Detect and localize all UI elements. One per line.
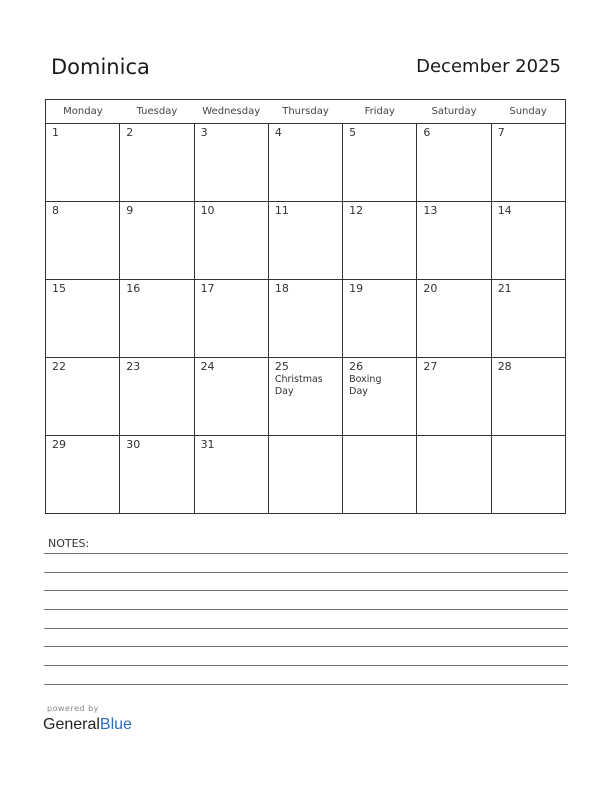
week-row [46,436,566,514]
day-cell [120,124,194,202]
weekday-header: Thursday [268,100,342,124]
day-cell [120,202,194,280]
day-number: 6 [423,126,431,139]
day-cell [417,202,491,280]
day-cell [46,280,120,358]
day-cell [46,436,120,514]
notes-line [44,646,568,647]
day-cell [491,436,565,514]
month-title: December 2025 [416,56,561,77]
day-number: 20 [423,282,438,295]
day-cell [268,124,342,202]
day-number: 31 [200,438,215,451]
brand-general: General [43,716,100,733]
day-cell [120,280,194,358]
day-number: 15 [52,282,66,295]
day-number: 18 [274,282,289,295]
holiday-label: Christmas Day [274,374,323,397]
day-number: 26 [349,360,364,373]
calendar-grid [45,99,566,514]
country-title: Dominica [51,55,150,79]
day-cell [268,280,342,358]
day-number: 27 [423,360,438,373]
day-number: 30 [126,438,141,451]
day-cell [343,202,417,280]
day-number: 1 [52,126,59,139]
day-number: 11 [274,204,289,217]
day-cell [343,436,417,514]
day-cell [343,124,417,202]
weekday-header: Monday [46,100,120,124]
notes-line [44,684,568,685]
day-number: 21 [497,282,512,295]
weekday-header: Wednesday [194,100,268,124]
day-cell [194,280,268,358]
day-cell [268,358,342,436]
day-cell [46,202,120,280]
weekday-header: Sunday [491,100,565,124]
powered-by-text: powered by [47,704,99,713]
day-number: 10 [200,204,215,217]
day-number: 3 [200,126,208,139]
weekday-header: Saturday [417,100,491,124]
week-row [46,280,566,358]
day-number: 17 [200,282,215,295]
notes-line [44,628,568,629]
day-cell [491,202,565,280]
weekday-header: Friday [343,100,417,124]
notes-line [44,609,568,610]
day-cell [343,280,417,358]
day-number: 9 [126,204,134,217]
day-cell [417,436,491,514]
week-row [46,358,566,436]
weekday-header-row [46,100,566,124]
day-number: 5 [349,126,357,139]
day-number: 23 [126,360,141,373]
day-cell [491,358,565,436]
brand-blue: Blue [99,716,132,733]
day-cell [417,358,491,436]
day-number: 7 [497,126,505,139]
notes-label: NOTES: [48,537,90,550]
day-cell [194,358,268,436]
day-number: 12 [349,204,364,217]
day-cell [120,436,194,514]
day-cell [46,358,120,436]
generalblue-logo [43,716,132,734]
day-cell [491,124,565,202]
day-number: 8 [52,204,59,217]
day-number: 4 [274,126,282,139]
notes-line [44,665,568,666]
day-cell [46,124,120,202]
day-number: 24 [200,360,215,373]
week-row [46,124,566,202]
weekday-header: Tuesday [120,100,194,124]
day-cell [194,202,268,280]
day-number: 14 [497,204,512,217]
day-number: 28 [497,360,512,373]
notes-line [44,590,568,591]
day-number: 13 [423,204,438,217]
day-number: 2 [126,126,134,139]
day-number: 25 [274,360,289,373]
notes-line [44,572,568,573]
day-cell [343,358,417,436]
day-number: 29 [52,438,66,451]
day-cell [194,436,268,514]
notes-line [44,553,568,554]
day-cell [268,202,342,280]
week-row [46,202,566,280]
holiday-label: Boxing Day [349,374,382,397]
day-number: 22 [52,360,66,373]
day-cell [120,358,194,436]
day-cell [417,124,491,202]
day-cell [491,280,565,358]
day-number: 16 [126,282,141,295]
day-number: 19 [349,282,364,295]
day-cell [268,436,342,514]
day-cell [417,280,491,358]
day-cell [194,124,268,202]
